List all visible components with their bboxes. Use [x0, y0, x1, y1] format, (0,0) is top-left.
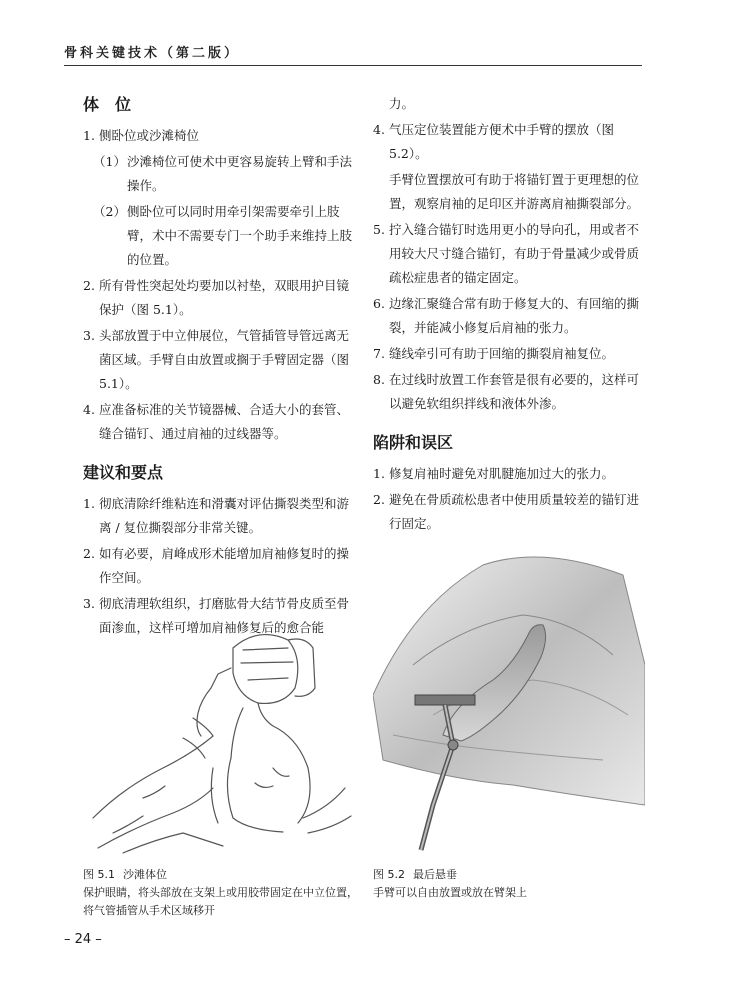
list-text: 在过线时放置工作套管是很有必要的，这样可以避免软组织拌线和液体外渗。	[389, 372, 640, 411]
sub-list-item	[83, 200, 355, 272]
list-number: 7.	[373, 346, 385, 361]
list-number: 6.	[373, 296, 385, 311]
list-number: 3.	[83, 328, 95, 343]
list-text: 缝线牵引可有助于回缩的撕裂肩袖复位。	[389, 346, 615, 361]
list-item	[83, 274, 355, 322]
list-item	[373, 462, 645, 486]
sub-list-number: （1）	[93, 154, 126, 169]
list-text: 拧入缝合锚钉时选用更小的导向孔，用或者不用较大尺寸缝合锚钉，有助于骨量减少或骨质疏松症患者的锚定固定。	[389, 222, 640, 285]
list-text: 应准备标准的关节镜器械、合适大小的套管、缝合锚钉、通过肩袖的过线器等。	[99, 402, 350, 441]
list-text: 彻底清理软组织，打磨肱骨大结节骨皮质至骨面渗血，这样可增加肩袖修复后的愈合能	[99, 596, 350, 635]
section-heading-tips: 建议和要点	[83, 463, 164, 482]
note-paragraph: 手臂位置摆放可有助于将锚钉置于更理想的位置，观察肩袖的足印区并游离肩袖撕裂部分。	[389, 172, 640, 211]
list-text: 所有骨性突起处均要加以衬垫，双眼用护目镜保护（图 5.1）。	[99, 278, 350, 317]
figure-description: 保护眼睛，将头部放在支架上或用胶带固定在中立位置，将气管插管从手术区域移开	[83, 886, 358, 917]
figure-title: 沙滩体位	[123, 868, 167, 881]
list-number: 4.	[83, 402, 95, 417]
list-number: 5.	[373, 222, 385, 237]
list-text: 彻底清除纤维粘连和滑囊对评估撕裂类型和游离 / 复位撕裂部分非常关键。	[99, 496, 350, 535]
list-number: 1.	[373, 466, 385, 481]
sub-list-item	[83, 150, 355, 198]
list-text: 如有必要，肩峰成形术能增加肩袖修复时的操作空间。	[99, 546, 350, 585]
header-rule	[64, 65, 642, 66]
list-text: 边缘汇聚缝合常有助于修复大的、有回缩的撕裂，并能减小修复后肩袖的张力。	[389, 296, 640, 335]
list-number: 4.	[373, 122, 385, 137]
list-text: 避免在骨质疏松患者中使用质量较差的锚钉进行固定。	[389, 492, 640, 531]
list-text: 气压定位装置能方便术中手臂的摆放（图 5.2）。	[389, 122, 615, 161]
list-number: 1.	[83, 128, 95, 143]
list-number: 2.	[373, 492, 385, 507]
caption-title-line	[373, 866, 645, 884]
continued-text: 力。	[389, 96, 415, 111]
list-item	[373, 368, 645, 416]
figure-5-2-caption	[373, 866, 645, 902]
figure-title: 最后悬垂	[413, 868, 457, 881]
section-heading-pitfalls: 陷阱和误区	[373, 433, 454, 452]
list-item	[373, 488, 645, 536]
right-column	[373, 92, 645, 538]
sub-list-text: 沙滩椅位可使术中更容易旋转上臂和手法操作。	[127, 154, 353, 193]
list-number: 8.	[373, 372, 385, 387]
list-item	[83, 492, 355, 540]
figure-final-draping-illustration	[373, 545, 645, 860]
list-number: 1.	[83, 496, 95, 511]
figure-description: 手臂可以自由放置或放在臂架上	[373, 886, 527, 899]
caption-title-line	[83, 866, 363, 884]
list-number: 3.	[83, 596, 95, 611]
list-item	[83, 542, 355, 590]
list-item	[83, 324, 355, 396]
list-item	[83, 124, 355, 148]
page-number: – 24 –	[64, 932, 102, 947]
list-item	[373, 118, 645, 166]
list-item	[83, 398, 355, 446]
sub-list-text: 侧卧位可以同时用牵引架需要牵引上肢臂，术中不需要专门一个助手来维持上肢的位置。	[127, 204, 353, 267]
book-title: 骨科关键技术（第二版）	[64, 46, 241, 61]
figure-label: 图 5.1	[83, 868, 115, 881]
section-heading-positioning: 体 位	[83, 95, 132, 114]
figure-5-1-caption	[83, 866, 363, 920]
beach-chair-drawing	[83, 618, 355, 858]
figure-label: 图 5.2	[373, 868, 405, 881]
list-item	[373, 292, 645, 340]
list-number: 2.	[83, 278, 95, 293]
list-text: 头部放置于中立伸展位，气管插管导管远离无菌区域。手臂自由放置或搁于手臂固定器（图 5.1）。	[99, 328, 350, 391]
left-column	[83, 92, 355, 642]
list-text: 修复肩袖时避免对肌腱施加过大的张力。	[389, 466, 615, 481]
list-item	[373, 218, 645, 290]
sub-list-number: （2）	[93, 204, 126, 219]
list-text: 侧卧位或沙滩椅位	[99, 128, 200, 143]
figure-beach-chair-illustration	[83, 618, 355, 858]
list-number: 2.	[83, 546, 95, 561]
list-item	[373, 342, 645, 366]
final-draping-drawing	[373, 545, 645, 860]
